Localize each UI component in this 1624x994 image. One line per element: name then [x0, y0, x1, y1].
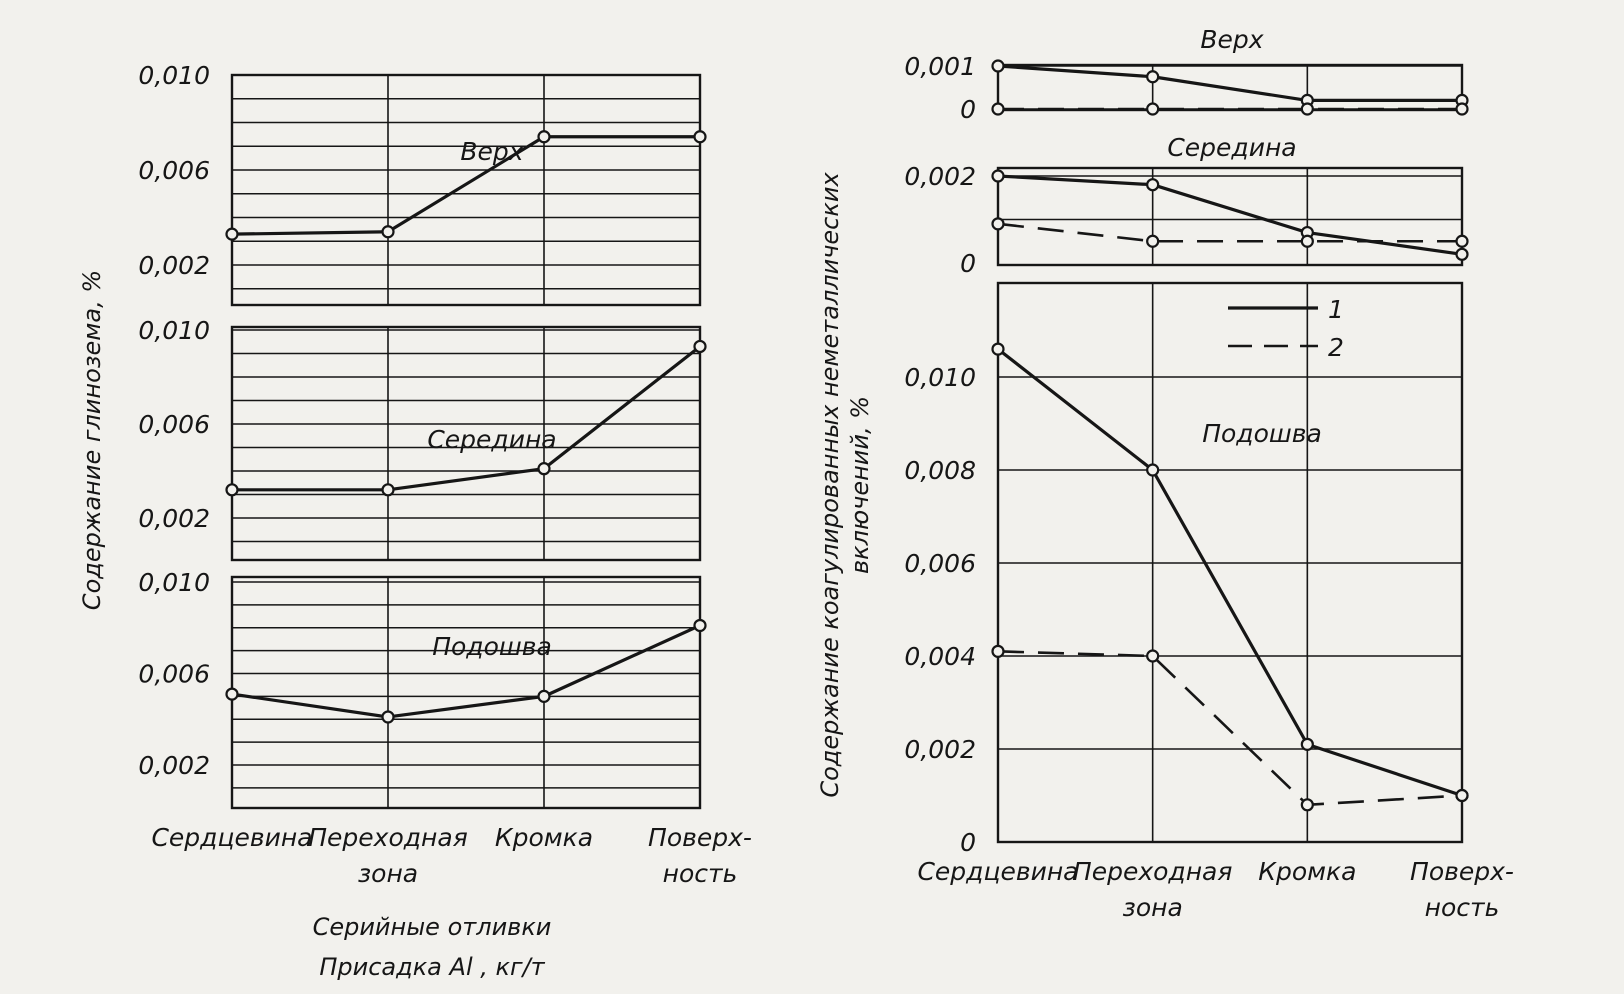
x-axis-title: Серийные отливки: [312, 913, 552, 941]
series-line-1: [998, 66, 1462, 100]
panel-label: Подошва: [1202, 419, 1322, 448]
x-category-label: Поверх-: [648, 823, 752, 852]
data-point: [383, 711, 394, 722]
x-category-label: Сердцевина: [917, 857, 1079, 886]
y-tick-label: 0,002: [138, 751, 210, 780]
data-point: [227, 229, 238, 240]
data-point: [383, 484, 394, 495]
y-tick-label: 0,001: [904, 52, 976, 81]
data-point: [695, 620, 706, 631]
x-axis-title: Присадка Al , кг/т: [319, 953, 545, 981]
x-category-label: Поверх-: [1410, 857, 1514, 886]
x-category-label: ность: [1424, 893, 1500, 922]
y-tick-label: 0,006: [138, 410, 210, 439]
data-point: [695, 131, 706, 142]
data-point: [1147, 71, 1158, 82]
panel-frame: [998, 168, 1462, 265]
data-point: [1147, 179, 1158, 190]
panel-label: Середина: [1167, 133, 1297, 162]
panel-frame: [232, 75, 700, 305]
series-line-1: [998, 176, 1462, 254]
chart1-panel-0: [904, 25, 1467, 124]
data-point: [383, 226, 394, 237]
data-point: [539, 463, 550, 474]
y-tick-label: 0,010: [138, 568, 210, 597]
x-category-label: Кромка: [494, 823, 594, 852]
data-point: [1302, 739, 1313, 750]
data-point: [1302, 236, 1313, 247]
chart1-panel-1: [904, 133, 1467, 278]
x-category-label: зона: [357, 859, 419, 888]
data-point: [1457, 790, 1468, 801]
y-tick-label: 0,010: [904, 363, 976, 392]
y-axis-title: Содержание глинозема, %: [78, 269, 106, 611]
data-point: [1302, 799, 1313, 810]
legend: [1228, 295, 1344, 362]
data-point: [1457, 236, 1468, 247]
panel-frame: [232, 577, 700, 808]
chart0-panel-0: [138, 61, 705, 305]
x-category-label: Кромка: [1258, 857, 1357, 886]
y-tick-label: 0,002: [904, 162, 976, 191]
data-point: [993, 646, 1004, 657]
data-point: [1147, 465, 1158, 476]
data-point: [993, 61, 1004, 72]
panel-label: Середина: [427, 425, 557, 454]
data-point: [993, 218, 1004, 229]
x-category-label: Переходная: [1072, 857, 1233, 886]
chart1-panel-2: [904, 283, 1467, 857]
data-point: [1457, 249, 1468, 260]
x-category-label: Сердцевина: [151, 823, 313, 852]
data-point: [993, 104, 1004, 115]
y-axis-title-line: Содержание коагулированных неметаллических: [816, 172, 844, 798]
data-point: [1302, 104, 1313, 115]
data-point: [1147, 651, 1158, 662]
data-point: [1147, 104, 1158, 115]
y-tick-label: 0: [960, 95, 976, 124]
series-line-main: [232, 346, 700, 489]
y-tick-label: 0,006: [138, 156, 210, 185]
x-category-label: зона: [1122, 893, 1183, 922]
legend-label: 2: [1328, 333, 1344, 362]
y-tick-label: 0,010: [138, 61, 210, 90]
y-tick-label: 0,002: [904, 735, 976, 764]
x-category-label: Переходная: [308, 823, 468, 852]
series-line-1: [998, 349, 1462, 795]
data-point: [1457, 104, 1468, 115]
panel-label: Верх: [460, 137, 524, 166]
y-tick-label: 0,006: [138, 659, 210, 689]
panel-label: Верх: [1200, 25, 1264, 54]
y-tick-label: 0,006: [904, 549, 976, 578]
y-tick-label: 0,002: [138, 504, 210, 533]
data-point: [993, 344, 1004, 355]
data-point: [1147, 236, 1158, 247]
data-point: [539, 691, 550, 702]
series-line-2: [998, 651, 1462, 804]
series-line-2: [998, 224, 1462, 241]
data-point: [227, 689, 238, 700]
data-point: [539, 131, 550, 142]
legend-label: 1: [1328, 295, 1344, 324]
y-tick-label: 0,002: [138, 251, 210, 280]
y-tick-label: 0,004: [904, 642, 976, 671]
data-point: [695, 341, 706, 352]
panel-label: Подошва: [432, 632, 552, 661]
data-point: [993, 171, 1004, 182]
y-tick-label: 0: [960, 249, 976, 278]
y-tick-label: 0,008: [904, 456, 976, 485]
chart0-panel-1: [138, 316, 705, 560]
y-tick-label: 0,010: [138, 316, 210, 345]
x-category-label: ность: [662, 859, 738, 888]
data-point: [227, 484, 238, 495]
y-tick-label: 0: [960, 828, 976, 857]
y-axis-title-line: включений, %: [846, 395, 874, 575]
chart0-panel-2: [138, 568, 705, 808]
